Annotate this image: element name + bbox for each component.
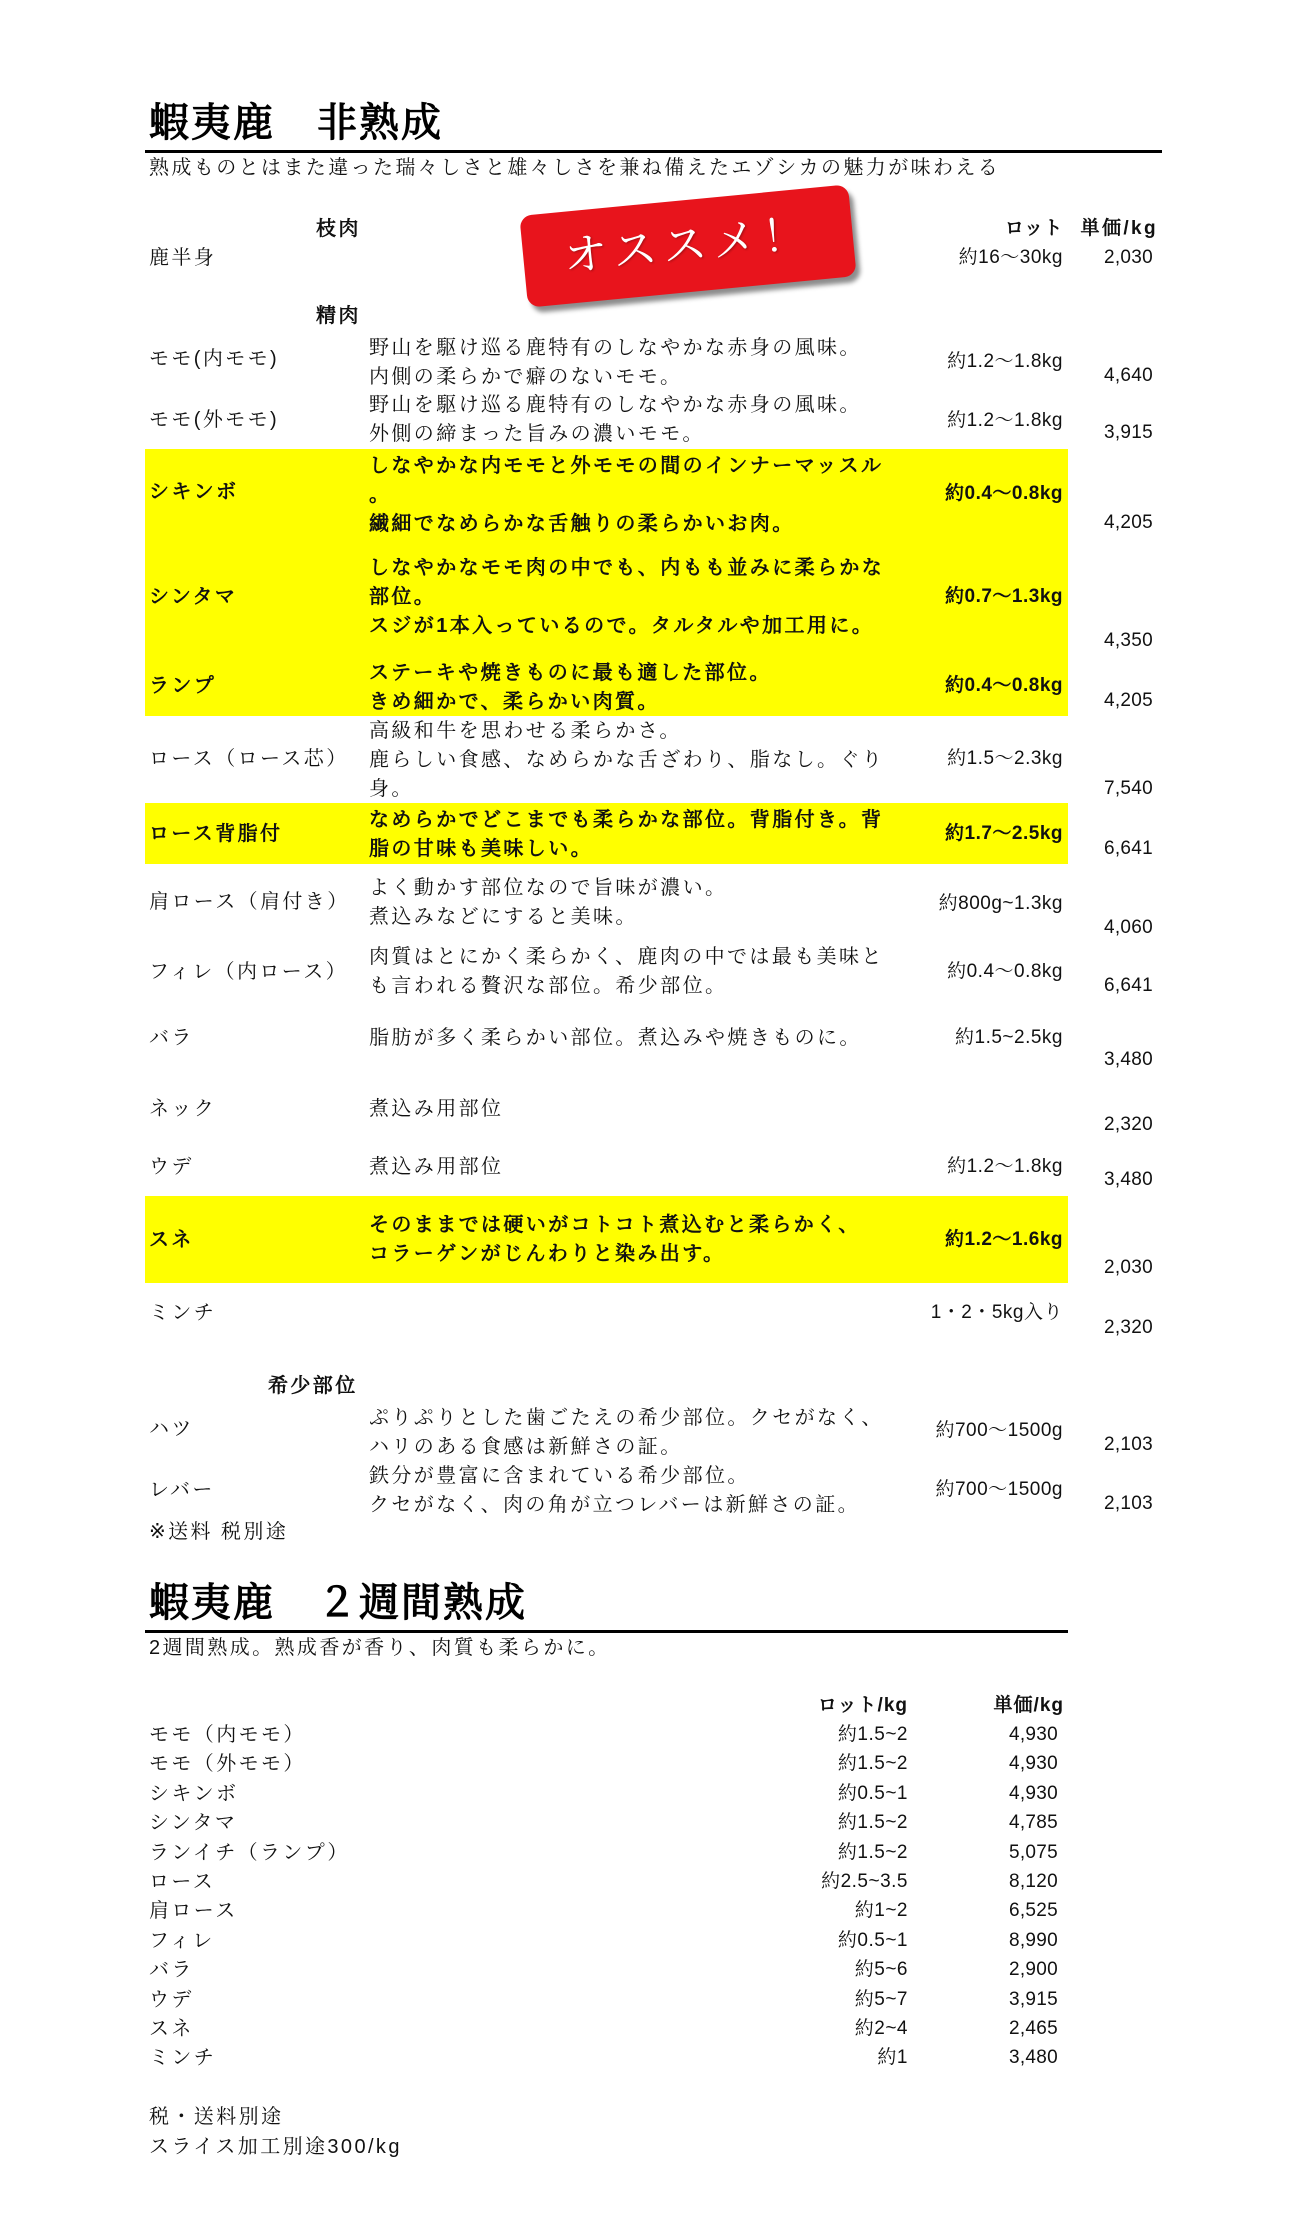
item-lot: 約1.5~2.5kg	[955, 1027, 1063, 1048]
item-lot: 約16〜30kg	[958, 247, 1063, 268]
item-description-line: 脂の甘味も美味しい。	[369, 838, 593, 860]
table-row	[0, 1986, 1309, 2015]
item-lot: 約0.5~1	[837, 1929, 908, 1951]
item-description-line: 部位。	[369, 586, 437, 608]
item-description-line: ハリのある食感は新鮮さの証。	[369, 1436, 683, 1458]
section2-column-header-lot: ロット/kg	[817, 1695, 908, 1716]
column-header-lot: ロット	[1004, 218, 1063, 239]
item-price: 3,915	[1103, 422, 1153, 443]
item-lot: 約1.7〜2.5kg	[945, 823, 1063, 844]
aged-price-table	[0, 1721, 1309, 2074]
group-heading-carcass: 枝肉	[316, 218, 361, 240]
item-price: 6,641	[1103, 838, 1153, 859]
item-description-line: 繊細でなめらかな舌触りの柔らかいお肉。	[369, 513, 795, 535]
item-name: レバー	[149, 1479, 215, 1501]
table-row	[0, 1780, 1309, 1809]
section2-title-rule	[145, 1630, 1068, 1633]
item-name: シンタマ	[149, 1812, 238, 1835]
item-name: モモ(内モモ)	[149, 348, 280, 370]
item-description	[369, 717, 884, 804]
item-price: 3,480	[1103, 1049, 1153, 1070]
item-lot: 約1.2〜1.8kg	[947, 410, 1063, 431]
item-lot: 約2~4	[854, 2017, 908, 2039]
price-row	[0, 1095, 1309, 1141]
item-price: 4,930	[1008, 1753, 1058, 1775]
item-description-line: そのままでは硬いがコトコト煮込むと柔らかく、	[369, 1214, 861, 1236]
item-price: 2,320	[1103, 1114, 1153, 1135]
item-lot: 約1~2	[854, 1900, 908, 1922]
item-description-line: ぷりぷりとした歯ごたえの希少部位。クセがなく、	[369, 1407, 884, 1429]
item-lot: 約5~6	[854, 1959, 908, 1981]
item-price: 3,480	[1103, 1169, 1153, 1190]
item-price: 2,030	[1103, 1257, 1153, 1278]
item-description-line: 鉄分が豊富に含まれている希少部位。	[369, 1465, 750, 1487]
item-description-line: ステーキや焼きものに最も適した部位。	[369, 662, 772, 684]
item-lot: 約1.5~2	[837, 1724, 908, 1745]
table-row	[0, 1809, 1309, 1838]
item-lot: 約700〜1500g	[935, 1479, 1063, 1500]
item-price: 4,205	[1103, 690, 1153, 711]
item-name: ハツ	[149, 1418, 194, 1440]
item-description	[369, 452, 883, 539]
item-price: 3,480	[1008, 2047, 1058, 2069]
item-price: 4,060	[1103, 917, 1153, 938]
item-name: フィレ	[149, 1929, 215, 1952]
item-name: モモ（内モモ）	[149, 1724, 306, 1746]
item-description	[369, 1211, 861, 1269]
item-description-line: しなやかなモモ肉の中でも、内もも並みに柔らかな	[369, 557, 885, 579]
table-row	[0, 1750, 1309, 1779]
item-description-line: クセがなく、肉の角が立つレバーは新鮮さの証。	[369, 1494, 860, 1516]
item-description-line: よく動かす部位なので旨味が濃い。	[369, 877, 728, 899]
item-description-line: 煮込み用部位	[369, 1098, 504, 1120]
price-row	[0, 452, 1309, 540]
item-name: スネ	[149, 2017, 194, 2040]
group-heading-meat: 精肉	[316, 305, 361, 327]
item-description-line: コラーゲンがじんわりと染み出す。	[369, 1243, 726, 1265]
item-description-line: 肉質はとにかく柔らかく、鹿肉の中では最も美味と	[369, 946, 884, 968]
price-row	[0, 1404, 1309, 1462]
item-price: 2,320	[1103, 1317, 1153, 1338]
item-lot: 約1	[877, 2047, 908, 2069]
item-lot: 約800g~1.3kg	[938, 893, 1063, 914]
item-description	[369, 659, 772, 717]
table-row	[0, 1897, 1309, 1926]
item-price: 8,120	[1008, 1870, 1058, 1892]
item-description-line: 野山を駆け巡る鹿特有のしなやかな赤身の風味。	[369, 394, 862, 416]
table-row	[0, 1839, 1309, 1868]
item-description-line: 。	[369, 484, 392, 506]
item-lot: 約1.5~2	[837, 1841, 908, 1863]
item-lot: 約0.7〜1.3kg	[945, 586, 1063, 607]
item-name: ランプ	[149, 675, 217, 697]
price-row	[0, 1299, 1309, 1343]
item-lot: 約0.4〜0.8kg	[945, 483, 1063, 504]
item-price: 2,103	[1103, 1493, 1153, 1514]
price-row	[0, 717, 1309, 805]
table-row	[0, 1927, 1309, 1956]
item-name: ミンチ	[149, 1302, 217, 1324]
section2-subtitle: 2週間熟成。熟成香が香り、肉質も柔らかに。	[149, 1637, 611, 1659]
section1-title: 蝦夷鹿 非熟成	[149, 101, 443, 145]
item-description-line: も言われる贅沢な部位。希少部位。	[369, 975, 728, 997]
item-name: 肩ロース（肩付き）	[149, 891, 350, 913]
item-name: ランイチ（ランプ）	[149, 1841, 350, 1864]
item-description	[369, 1462, 860, 1520]
price-row	[0, 1153, 1309, 1195]
group-heading-rare: 希少部位	[268, 1375, 358, 1397]
item-description-line: きめ細かで、柔らかい肉質。	[369, 691, 660, 713]
item-name: モモ（外モモ）	[149, 1753, 306, 1776]
item-description	[369, 554, 884, 641]
price-row	[0, 943, 1309, 1001]
item-price: 4,350	[1103, 630, 1153, 651]
item-name: ウデ	[149, 1988, 194, 2011]
recommend-stamp	[519, 184, 856, 307]
item-price: 6,525	[1008, 1900, 1058, 1922]
item-lot: 約1.2〜1.8kg	[947, 351, 1063, 372]
price-row	[0, 659, 1309, 717]
item-name: シキンボ	[149, 481, 239, 503]
item-price: 4,640	[1103, 365, 1153, 386]
item-price: 4,205	[1103, 512, 1153, 533]
item-lot: 約1.5〜2.3kg	[947, 748, 1063, 769]
item-lot: 約0.4〜0.8kg	[945, 675, 1063, 696]
table-row	[0, 1721, 1309, 1750]
item-description	[369, 874, 727, 932]
table-row	[0, 2044, 1309, 2073]
table-row	[0, 1868, 1309, 1897]
item-price: 4,930	[1008, 1782, 1058, 1804]
price-row	[0, 1024, 1309, 1076]
item-price: 2,900	[1008, 1959, 1058, 1981]
item-lot: 約5~7	[854, 1988, 908, 2010]
section2-title: 蝦夷鹿 ２週間熟成	[149, 1581, 527, 1625]
item-name: 肩ロース	[149, 1900, 238, 1923]
item-price: 2,030	[1103, 247, 1153, 268]
item-price: 3,915	[1008, 1988, 1058, 2010]
item-lot: 1・2・5kg入り	[930, 1302, 1063, 1323]
item-lot: 約0.5~1	[837, 1782, 908, 1804]
item-name: バラ	[149, 1959, 194, 1982]
item-name: ネック	[149, 1098, 217, 1120]
price-row	[0, 554, 1309, 656]
item-name: ロース	[149, 1870, 216, 1893]
section2-note: 税・送料別途	[149, 2106, 284, 2128]
item-description-line: スジが1本入っているので。タルタルや加工用に。	[369, 615, 875, 637]
item-description-line: 内側の柔らかで癖のないモモ。	[369, 366, 683, 388]
item-price: 7,540	[1103, 778, 1153, 799]
item-description-line: 野山を駆け巡る鹿特有のしなやかな赤身の風味。	[369, 337, 862, 359]
item-name: ウデ	[149, 1156, 194, 1178]
item-description	[369, 391, 862, 449]
price-row	[0, 1211, 1309, 1283]
item-lot: 約2.5~3.5	[821, 1870, 908, 1892]
item-description	[369, 1153, 503, 1182]
price-row	[0, 391, 1309, 449]
item-description	[369, 1095, 503, 1124]
item-name: シンタマ	[149, 586, 238, 608]
recommend-stamp-label: オススメ！	[561, 209, 815, 282]
price-row	[0, 1462, 1309, 1520]
item-description-line: 外側の締まった旨みの濃いモモ。	[369, 423, 705, 445]
item-name: モモ(外モモ)	[149, 409, 280, 431]
item-description	[369, 1404, 884, 1462]
item-price: 2,465	[1008, 2017, 1058, 2039]
item-name: シキンボ	[149, 1782, 239, 1805]
item-description-line: しなやかな内モモと外モモの間のインナーマッスル	[369, 455, 884, 477]
price-row	[0, 874, 1309, 944]
item-price: 4,930	[1008, 1724, 1058, 1745]
item-description-line: 高級和牛を思わせる柔らかさ。	[369, 720, 682, 742]
item-description	[369, 943, 884, 1001]
column-header-price: 単価/kg	[1080, 218, 1158, 239]
table-row	[0, 1956, 1309, 1985]
item-lot: 約1.2〜1.6kg	[945, 1229, 1063, 1250]
item-description-line: 煮込みなどにすると美味。	[369, 906, 638, 928]
section1-subtitle: 熟成ものとはまた違った瑞々しさと雄々しさを兼ね備えたエゾシカの魅力が味わえる	[149, 157, 1001, 179]
item-description-line: なめらかでどこまでも柔らかな部位。背脂付き。背	[369, 809, 884, 831]
item-name: ロース背脂付	[149, 823, 283, 845]
item-lot: 約1.2〜1.8kg	[947, 1156, 1063, 1177]
item-price: 2,103	[1103, 1434, 1153, 1455]
item-description-line: 煮込み用部位	[369, 1156, 504, 1178]
item-lot: 約700〜1500g	[935, 1420, 1063, 1441]
item-price: 6,641	[1103, 975, 1153, 996]
item-description-line: 鹿らしい食感、なめらかな舌ざわり、脂なし。ぐり	[369, 749, 885, 771]
item-price: 5,075	[1008, 1841, 1058, 1863]
item-description-line: 脂肪が多く柔らかい部位。煮込みや焼きものに。	[369, 1027, 862, 1049]
item-lot: 約1.5~2	[837, 1812, 908, 1834]
price-row	[0, 806, 1309, 864]
item-lot: 約0.4〜0.8kg	[947, 961, 1063, 982]
section2-note: スライス加工別途300/kg	[149, 2136, 402, 2158]
section1-note: ※送料 税別途	[149, 1521, 289, 1543]
item-name: ミンチ	[149, 2047, 217, 2070]
item-description	[369, 1024, 862, 1053]
section1-title-rule	[145, 150, 1162, 153]
item-lot: 約1.5~2	[837, 1753, 908, 1775]
item-description-line: 身。	[369, 778, 414, 800]
item-name: スネ	[149, 1229, 194, 1251]
item-price: 8,990	[1008, 1929, 1058, 1951]
item-name: ロース（ロース芯）	[149, 748, 349, 770]
item-description	[369, 806, 883, 864]
item-price: 4,785	[1008, 1812, 1058, 1834]
item-name: 鹿半身	[149, 247, 217, 269]
item-name: フィレ（内ロース）	[149, 961, 348, 983]
item-description	[369, 334, 862, 392]
section2-column-header-price: 単価/kg	[993, 1695, 1064, 1716]
price-row	[0, 334, 1309, 392]
table-row	[0, 2015, 1309, 2044]
item-name: バラ	[149, 1027, 194, 1049]
